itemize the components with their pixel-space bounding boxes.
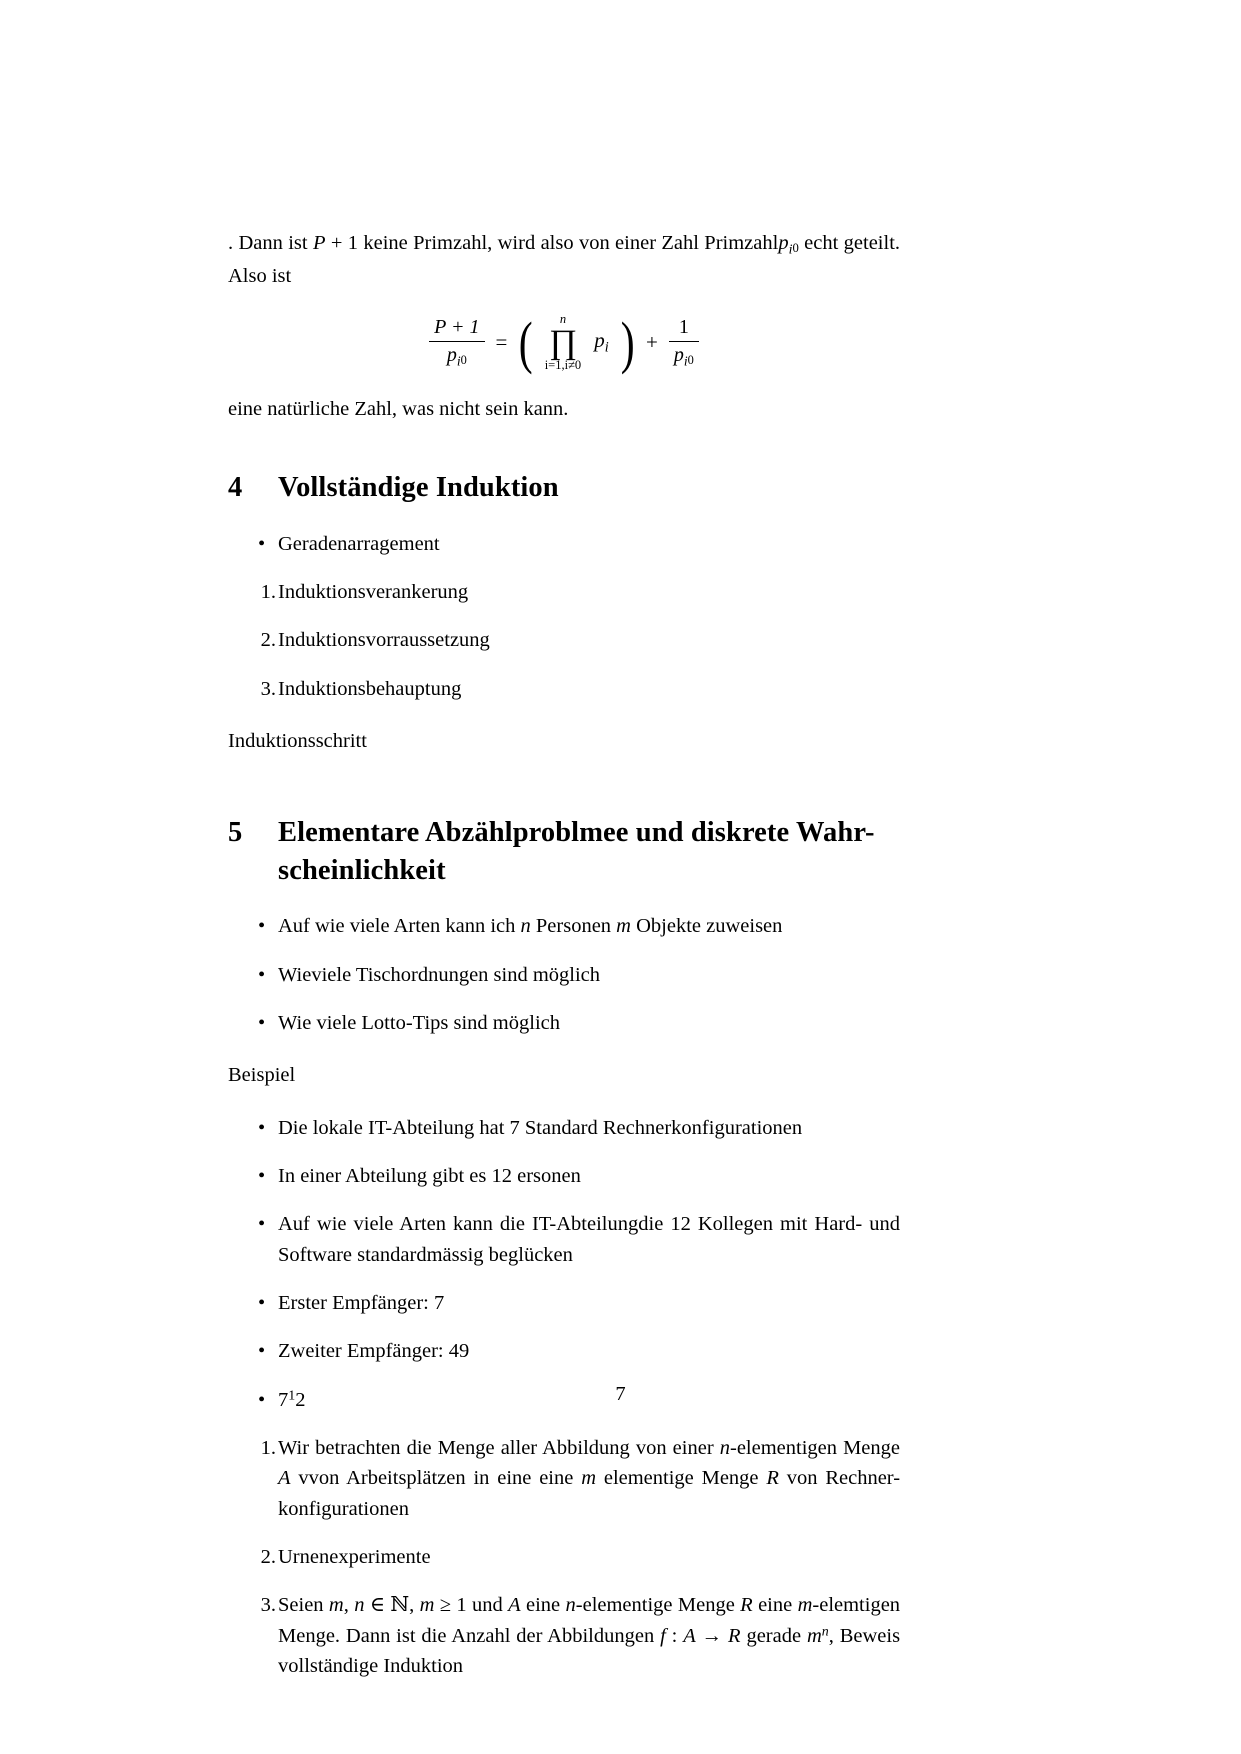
intro-text-c: echt geteilt. Also ist (228, 232, 901, 288)
bullet-icon: • (258, 1116, 266, 1139)
var-A: A (278, 1467, 291, 1490)
var-m: m (797, 1594, 813, 1617)
bullet-icon: • (258, 1012, 266, 1035)
list-item (228, 1113, 900, 1143)
bullet-icon: • (258, 1388, 266, 1411)
intro-sub-i: i (788, 242, 793, 258)
intro-text-b: keine Primzahl, wird also von einer Zahl Primzahl (363, 232, 779, 254)
fraction-right (669, 316, 699, 369)
list-item-label: Auf wie viele Arten kann die IT-Abteilungdie 12 Kollegen mit Hard- und Software standardmässig beglücken (278, 1213, 900, 1266)
var-m: m (616, 915, 631, 938)
intro-var-P: P (312, 232, 326, 254)
var-n: n (565, 1594, 576, 1617)
bullet-icon: • (258, 963, 266, 986)
eq-numerator-left: P + 1 (434, 315, 480, 338)
beispiel-label: Beispiel (228, 1064, 296, 1087)
list-item-label: Seien m, n ∈ ℕ, m ≥ 1 und A eine n-elementige Menge R eine m-elemtigen Menge. Dann ist die Anzahl der Abbildungen f : A → R gerade $m^n$, Beweis vollständige Induktion (278, 1594, 901, 1678)
eq-product-body-sub: i (604, 339, 609, 356)
list-marker: 1. (260, 1437, 276, 1460)
list-item (228, 529, 900, 559)
element-of-symbol: ∈ (369, 1594, 385, 1617)
var-n: n (520, 915, 531, 938)
section-4-numbered-list (228, 577, 900, 704)
bullet-icon: • (258, 1340, 266, 1363)
intro-var-p: p (778, 232, 789, 254)
eq-denominator-left: p (446, 343, 457, 366)
eq-numerator-right: 1 (678, 315, 689, 338)
list-marker: 2. (260, 629, 276, 652)
list-item (228, 1008, 900, 1038)
intro-paragraph (228, 228, 900, 291)
exponent-n: n (821, 1624, 829, 1640)
var-R: R (740, 1594, 753, 1617)
section-4-number: 4 (228, 472, 243, 503)
page-number: 7 (615, 1383, 626, 1405)
list-item (228, 1161, 900, 1191)
var-n: n (719, 1437, 730, 1460)
list-item (228, 625, 900, 655)
bullet-icon: • (258, 1165, 266, 1188)
naturals-symbol: ℕ (390, 1594, 410, 1617)
list-item-label: Induktionsvorraussetzung (278, 629, 490, 652)
number-one: 1 (456, 1594, 467, 1617)
list-item-label: Die lokale IT-Abteilung hat 7 Standard Rechnerkonfigurationen (278, 1116, 803, 1139)
list-item-label: Erster Empfänger: 7 (278, 1292, 445, 1315)
intro-text-a: . Dann ist (228, 232, 308, 254)
eq-paren-open: ( (519, 309, 533, 375)
section-4-bullet-list (228, 529, 900, 559)
var-m: m (419, 1594, 435, 1617)
var-f: f (660, 1624, 666, 1647)
list-item-label: In einer Abteilung gibt es 12 ersonen (278, 1165, 581, 1188)
product-operator (545, 313, 581, 371)
var-R: R (766, 1467, 779, 1490)
display-equation (228, 309, 900, 375)
list-item-label: Zweiter Empfänger: 49 (278, 1340, 470, 1363)
list-item (228, 1590, 900, 1681)
list-marker: 1. (260, 580, 276, 603)
power-exponent: 1 (288, 1388, 296, 1404)
product-glyph: ∏ (548, 323, 577, 361)
geq-symbol: ≥ (439, 1594, 452, 1617)
var-m: m (328, 1594, 344, 1617)
power-base: 7 (278, 1388, 289, 1411)
eq-plus: + (645, 330, 658, 355)
list-item (228, 674, 900, 704)
section-5-question-list (228, 911, 900, 1038)
list-item-label: Wie viele Lotto-Tips sind möglich (278, 1012, 560, 1035)
fraction-left (429, 316, 484, 369)
list-item-label: Urnenexperimente (278, 1546, 431, 1569)
intro-sub-zero: 0 (792, 241, 799, 256)
list-item-label: Wir betrachten die Menge aller Abbildung von einer n-elementigen Menge A vvon Arbeitsplätzen in eine eine m elementige Menge R von Rechner-konfigurationen (278, 1437, 901, 1520)
section-5-heading (228, 814, 900, 889)
colon-symbol: : (671, 1624, 678, 1647)
list-item (228, 1336, 900, 1366)
product-lower-limit: i=1,i≠0 (544, 358, 582, 373)
list-item-label: Wieviele Tischordnungen sind möglich (278, 963, 601, 986)
list-item-label: Induktionsverankerung (278, 580, 469, 603)
var-m: m (806, 1624, 822, 1647)
list-item-label: Auf wie viele Arten kann ich n Personen m Objekte zuweisen (278, 915, 783, 938)
section-5-title-line1: Elementare Abzählproblmee und diskrete Wahr- (278, 817, 875, 849)
bullet-icon: • (258, 1292, 266, 1315)
var-n: n (354, 1594, 365, 1617)
bullet-icon: • (258, 532, 266, 555)
list-item (228, 577, 900, 607)
bullet-icon: • (258, 1213, 266, 1236)
list-item (228, 1288, 900, 1318)
intro-plus-one: + 1 (330, 232, 359, 254)
list-item (228, 911, 900, 941)
section-5-title-line2: scheinlichkeit (278, 854, 446, 886)
product-upper-limit: n (559, 312, 567, 327)
eq-equals: = (495, 330, 508, 355)
eq-denominator-right: p (673, 343, 684, 366)
section-4-heading (228, 469, 900, 507)
list-marker: 3. (260, 677, 276, 700)
power-tail: 2 (295, 1388, 306, 1411)
var-m: m (581, 1467, 596, 1490)
arrow-icon: → (701, 1624, 723, 1647)
var-A: A (508, 1594, 521, 1617)
list-item-label: Geradenarragement (278, 532, 440, 555)
list-item (228, 1542, 900, 1572)
list-item (228, 960, 900, 990)
eq-product-body: p (594, 328, 605, 353)
list-marker: 2. (260, 1546, 276, 1569)
bullet-icon: • (258, 915, 266, 938)
after-equation-paragraph: eine natürliche Zahl, was nicht sein kann. (228, 397, 569, 420)
section-5-example-list (228, 1113, 900, 1415)
eq-denominator-left-subsub: 0 (460, 353, 467, 367)
section-5-numbered-list (228, 1433, 900, 1681)
list-item (228, 1433, 900, 1524)
section-5-title (278, 814, 900, 889)
eq-paren-close: ) (620, 309, 635, 375)
var-A: A (683, 1624, 696, 1647)
eq-denominator-right-subsub: 0 (687, 353, 694, 367)
list-item (228, 1209, 900, 1270)
var-R: R (728, 1624, 741, 1647)
section-4-title: Vollständige Induktion (278, 472, 559, 503)
list-item-label: Induktionsbehauptung (278, 677, 462, 700)
list-marker: 3. (260, 1594, 276, 1617)
induktionsschritt-paragraph: Induktionsschritt (228, 729, 367, 752)
section-5-number: 5 (228, 817, 243, 849)
page-content (228, 228, 900, 1681)
eq-denominator-left-sub: i (456, 353, 461, 369)
eq-denominator-right-sub: i (683, 353, 688, 369)
